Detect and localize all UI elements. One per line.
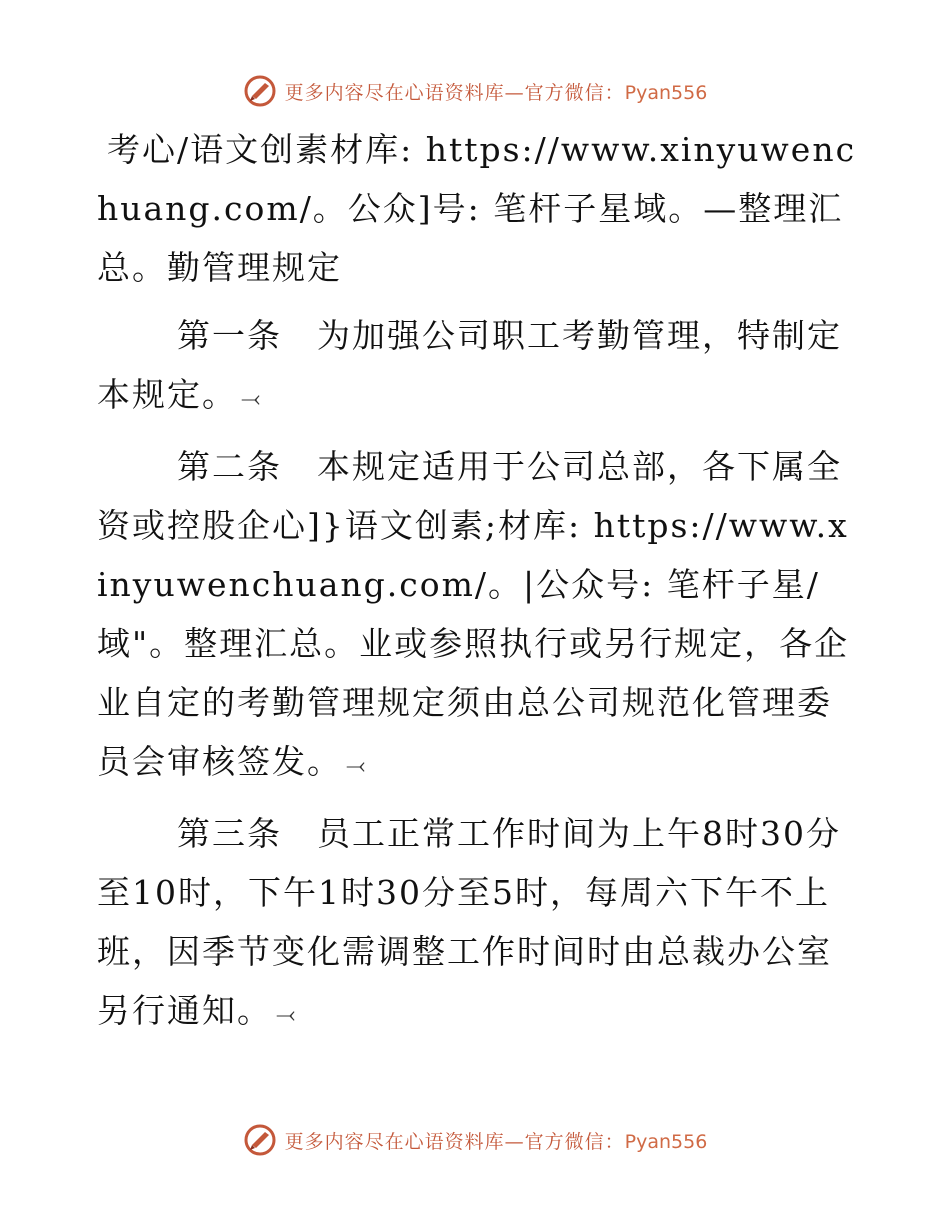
article-text: 本规定适用于公司总部，各下属全资或控股企心]}语文创素;材库: https://www.xinyuwenchuang.com/。|公众号: 笔杆子星/域"。整理汇总。业或参照执行或另行规定，各企业自定的考勤管理规定须由总公司规范化管理委员会审核签发。 [97,447,850,781]
article-text: 为加强公司职工考勤管理，特制定本规定。 [97,316,842,414]
header-watermark [0,71,950,111]
article-label: 第一条 [177,316,282,355]
banner-handle: Pyan556 [624,1130,708,1153]
intro-paragraph: 考心/语文创素材库: https://www.xinyuwenchuang.com/。公众]号: 笔杆子星域。—整理汇总。勤管理规定 [97,130,857,287]
document-body [97,120,857,1044]
logo-icon [243,74,277,108]
paragraph-mark-icon: ⤙ [241,384,261,412]
article-label: 第三条 [177,814,282,853]
paragraph-mark-icon: ⤙ [346,751,366,779]
article-1 [97,306,857,428]
article-2 [97,437,857,795]
banner-text: 更多内容尽在心语资料库—官方微信：Pyan556 [284,81,708,104]
paragraph-mark-icon: ⤙ [276,1000,296,1028]
article-label: 第二条 [177,447,282,486]
footer-watermark [0,1120,950,1160]
banner-handle: Pyan556 [624,81,708,104]
banner-text: 更多内容尽在心语资料库—官方微信：Pyan556 [284,1130,708,1153]
article-text: 员工正常工作时间为上午8时30分至10时，下午1时30分至5时，每周六下午不上班，因季节变化需调整工作时间时由总裁办公室另行通知。 [97,814,841,1030]
article-3 [97,804,857,1044]
logo-icon [243,1123,277,1157]
